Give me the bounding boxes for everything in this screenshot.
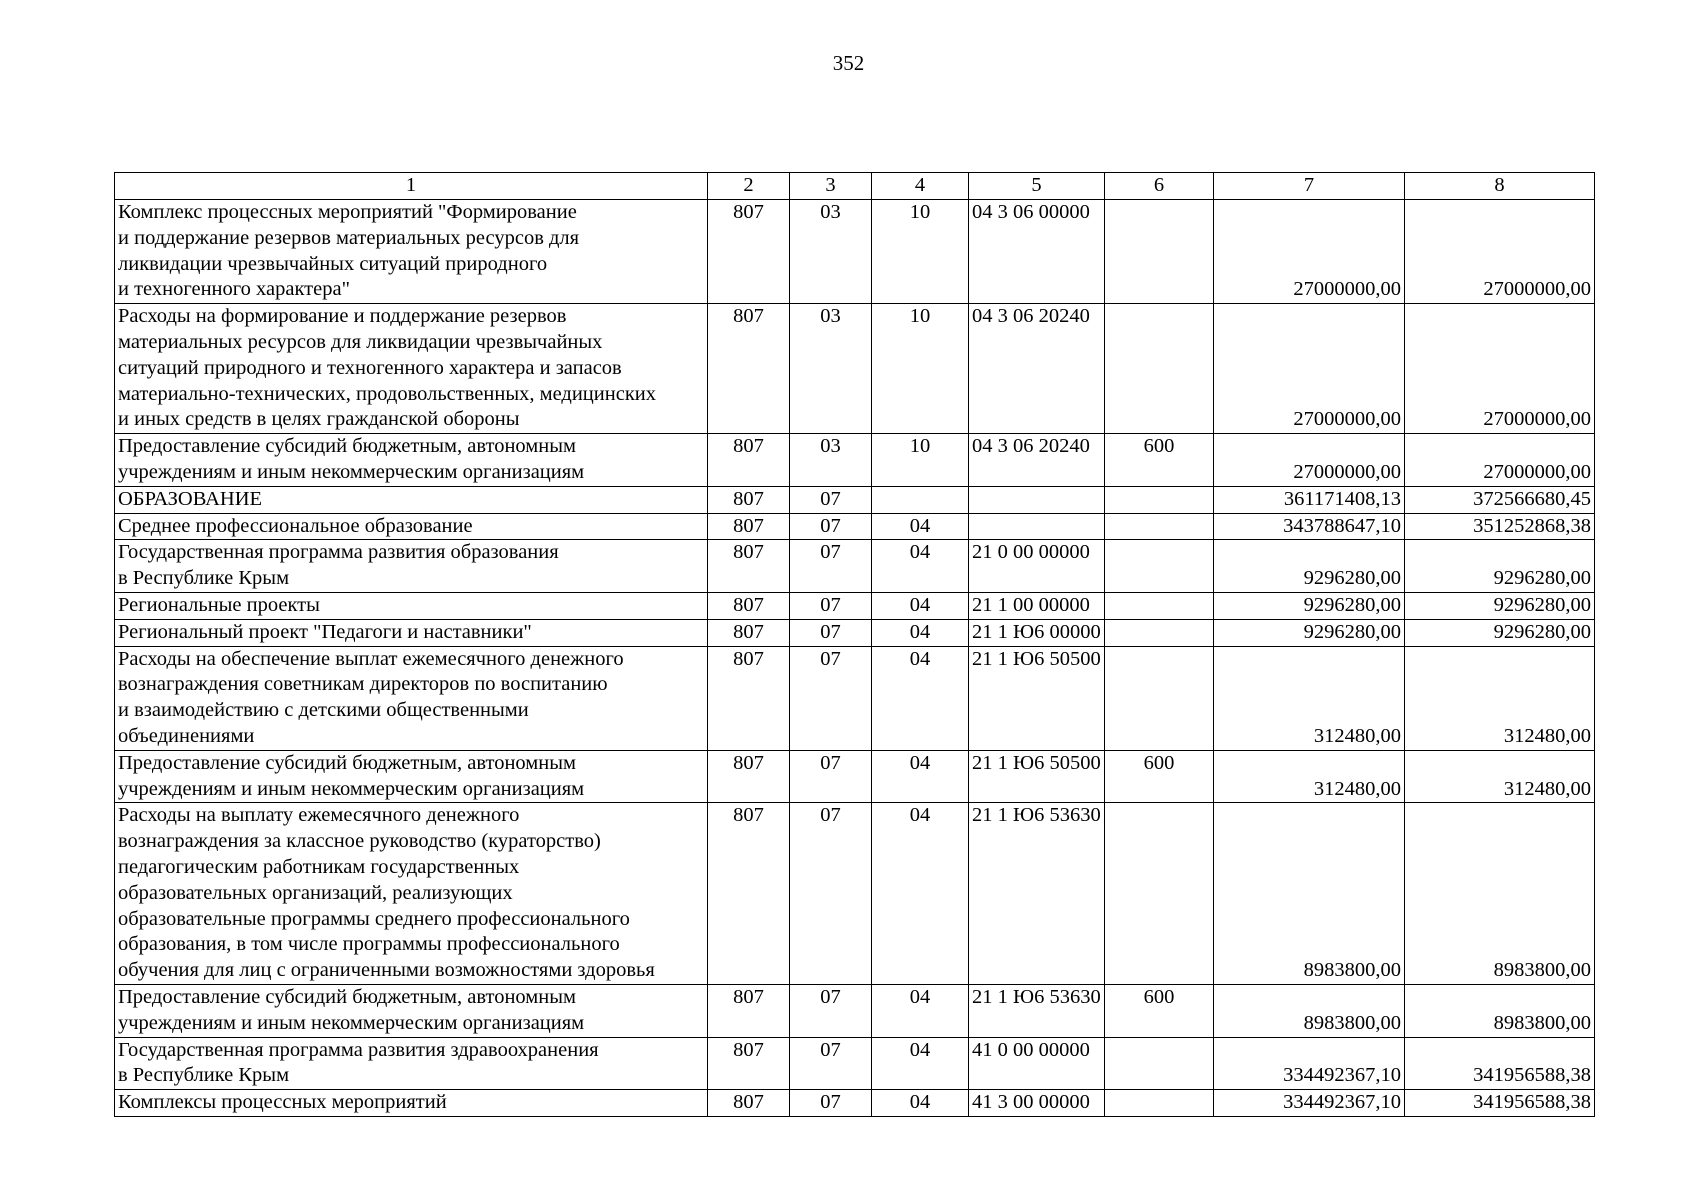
table-row [115, 1037, 1595, 1090]
ministry-code: 807 [708, 646, 790, 750]
budget-table [114, 172, 1595, 1117]
expense-type-code [1105, 486, 1214, 513]
target-article-code: 21 1 Ю6 53630 [969, 803, 1105, 985]
subsection-code: 04 [872, 619, 969, 646]
description-line: Региональные проекты [118, 593, 320, 616]
ministry-code: 807 [708, 592, 790, 619]
expense-type-code: 600 [1105, 434, 1214, 487]
section-code: 07 [790, 592, 872, 619]
subsection-code: 04 [872, 750, 969, 803]
row-description [115, 592, 708, 619]
amount-year-1: 334492367,10 [1214, 1090, 1405, 1117]
column-header: 8 [1405, 173, 1595, 200]
description-line: ликвидации чрезвычайных ситуаций природного [118, 252, 548, 275]
amount-year-2: 9296280,00 [1405, 540, 1595, 593]
table-row [115, 984, 1595, 1037]
amount-year-1: 27000000,00 [1214, 200, 1405, 304]
amount-year-2: 8983800,00 [1405, 803, 1595, 985]
description-line: Государственная программа развития образования [118, 541, 559, 564]
section-code: 07 [790, 540, 872, 593]
table-row [115, 803, 1595, 985]
description-line: в Республике Крым [118, 567, 290, 590]
description-line: Расходы на формирование и поддержание резервов [118, 305, 567, 328]
table-row [115, 486, 1595, 513]
target-article-code [969, 486, 1105, 513]
ministry-code: 807 [708, 304, 790, 434]
table-row [115, 646, 1595, 750]
amount-year-2: 8983800,00 [1405, 984, 1595, 1037]
subsection-code: 04 [872, 1037, 969, 1090]
column-header: 2 [708, 173, 790, 200]
column-header: 3 [790, 173, 872, 200]
description-line: учреждениям и иным некоммерческим организациям [118, 777, 585, 800]
ministry-code: 807 [708, 619, 790, 646]
description-line: образовательных организаций, реализующих [118, 881, 513, 904]
section-code: 07 [790, 513, 872, 540]
subsection-code: 04 [872, 592, 969, 619]
section-code: 07 [790, 486, 872, 513]
page-number: 352 [832, 51, 865, 75]
expense-type-code [1105, 304, 1214, 434]
subsection-code [872, 486, 969, 513]
row-description [115, 200, 708, 304]
description-line: обучения для лиц с ограниченными возможностями здоровья [118, 959, 655, 982]
amount-year-1: 9296280,00 [1214, 592, 1405, 619]
section-code: 03 [790, 434, 872, 487]
table-row [115, 592, 1595, 619]
target-article-code: 21 1 Ю6 53630 [969, 984, 1105, 1037]
section-code: 07 [790, 984, 872, 1037]
description-line: ОБРАЗОВАНИЕ [118, 487, 263, 510]
amount-year-2: 341956588,38 [1405, 1090, 1595, 1117]
expense-type-code [1105, 1090, 1214, 1117]
target-article-code: 21 1 Ю6 50500 [969, 646, 1105, 750]
row-description [115, 1090, 708, 1117]
column-header: 4 [872, 173, 969, 200]
row-description [115, 513, 708, 540]
description-line: вознаграждения за классное руководство (кураторство) [118, 830, 601, 853]
target-article-code: 41 3 00 00000 [969, 1090, 1105, 1117]
ministry-code: 807 [708, 1090, 790, 1117]
description-line: Региональный проект "Педагоги и наставники" [118, 620, 532, 643]
description-line: объединениями [118, 724, 255, 747]
description-line: ситуаций природного и техногенного характера и запасов [118, 356, 622, 379]
amount-year-2: 9296280,00 [1405, 592, 1595, 619]
expense-type-code [1105, 619, 1214, 646]
amount-year-2: 9296280,00 [1405, 619, 1595, 646]
ministry-code: 807 [708, 200, 790, 304]
ministry-code: 807 [708, 486, 790, 513]
expense-type-code [1105, 200, 1214, 304]
amount-year-2: 312480,00 [1405, 750, 1595, 803]
section-code: 07 [790, 803, 872, 985]
amount-year-1: 9296280,00 [1214, 540, 1405, 593]
description-line: и техногенного характера" [118, 278, 350, 301]
expense-type-code [1105, 803, 1214, 985]
amount-year-1: 312480,00 [1214, 750, 1405, 803]
table-row [115, 619, 1595, 646]
amount-year-2: 372566680,45 [1405, 486, 1595, 513]
expense-type-code [1105, 1037, 1214, 1090]
subsection-code: 04 [872, 513, 969, 540]
target-article-code: 04 3 06 20240 [969, 434, 1105, 487]
amount-year-1: 8983800,00 [1214, 803, 1405, 985]
description-line: Среднее профессиональное образование [118, 514, 473, 537]
row-description [115, 540, 708, 593]
expense-type-code [1105, 540, 1214, 593]
column-header: 6 [1105, 173, 1214, 200]
table-row [115, 1090, 1595, 1117]
amount-year-2: 27000000,00 [1405, 304, 1595, 434]
target-article-code: 04 3 06 00000 [969, 200, 1105, 304]
section-code: 03 [790, 304, 872, 434]
description-line: и иных средств в целях гражданской обороны [118, 408, 520, 431]
row-description [115, 750, 708, 803]
amount-year-1: 27000000,00 [1214, 434, 1405, 487]
table-body [115, 173, 1595, 1117]
description-line: и взаимодействию с детскими общественными [118, 699, 529, 722]
target-article-code: 21 1 Ю6 00000 [969, 619, 1105, 646]
target-article-code: 21 1 Ю6 50500 [969, 750, 1105, 803]
description-line: Государственная программа развития здравоохранения [118, 1038, 599, 1061]
subsection-code: 04 [872, 540, 969, 593]
ministry-code: 807 [708, 434, 790, 487]
table-row [115, 540, 1595, 593]
expense-type-code: 600 [1105, 750, 1214, 803]
expense-type-code [1105, 646, 1214, 750]
amount-year-1: 27000000,00 [1214, 304, 1405, 434]
target-article-code: 04 3 06 20240 [969, 304, 1105, 434]
row-description [115, 304, 708, 434]
column-header: 1 [115, 173, 708, 200]
target-article-code: 21 1 00 00000 [969, 592, 1105, 619]
ministry-code: 807 [708, 540, 790, 593]
section-code: 07 [790, 1090, 872, 1117]
description-line: педагогическим работникам государственных [118, 855, 520, 878]
subsection-code: 04 [872, 646, 969, 750]
description-line: материальных ресурсов для ликвидации чрезвычайных [118, 330, 603, 353]
description-line: Предоставление субсидий бюджетным, автономным [118, 435, 576, 458]
amount-year-1: 8983800,00 [1214, 984, 1405, 1037]
ministry-code: 807 [708, 513, 790, 540]
expense-type-code: 600 [1105, 984, 1214, 1037]
table-row [115, 750, 1595, 803]
description-line: образования, в том числе программы профессионального [118, 933, 620, 956]
expense-type-code [1105, 592, 1214, 619]
subsection-code: 10 [872, 200, 969, 304]
description-line: Расходы на выплату ежемесячного денежного [118, 804, 520, 827]
description-line: Комплекс процессных мероприятий "Формирование [118, 201, 577, 223]
description-line: вознаграждения советникам директоров по воспитанию [118, 673, 608, 696]
amount-year-1: 343788647,10 [1214, 513, 1405, 540]
subsection-code: 04 [872, 1090, 969, 1117]
ministry-code: 807 [708, 1037, 790, 1090]
section-code: 07 [790, 646, 872, 750]
ministry-code: 807 [708, 984, 790, 1037]
row-description [115, 434, 708, 487]
description-line: в Республике Крым [118, 1064, 290, 1087]
subsection-code: 10 [872, 304, 969, 434]
ministry-code: 807 [708, 803, 790, 985]
description-line: материально-технических, продовольственных, медицинских [118, 382, 656, 405]
table-row [115, 304, 1595, 434]
subsection-code: 04 [872, 803, 969, 985]
target-article-code: 21 0 00 00000 [969, 540, 1105, 593]
table-row [115, 513, 1595, 540]
amount-year-2: 312480,00 [1405, 646, 1595, 750]
amount-year-2: 27000000,00 [1405, 434, 1595, 487]
description-line: Предоставление субсидий бюджетным, автономным [118, 985, 576, 1008]
description-line: Предоставление субсидий бюджетным, автономным [118, 751, 576, 774]
description-line: Расходы на обеспечение выплат ежемесячного денежного [118, 647, 624, 670]
row-description [115, 803, 708, 985]
description-line: и поддержание резервов материальных ресурсов для [118, 226, 580, 249]
amount-year-2: 27000000,00 [1405, 200, 1595, 304]
table-row [115, 434, 1595, 487]
column-header: 7 [1214, 173, 1405, 200]
column-number-row [115, 173, 1595, 200]
row-description [115, 619, 708, 646]
amount-year-1: 334492367,10 [1214, 1037, 1405, 1090]
target-article-code: 41 0 00 00000 [969, 1037, 1105, 1090]
row-description [115, 486, 708, 513]
amount-year-1: 312480,00 [1214, 646, 1405, 750]
amount-year-2: 341956588,38 [1405, 1037, 1595, 1090]
ministry-code: 807 [708, 750, 790, 803]
section-code: 03 [790, 200, 872, 304]
description-line: учреждениям и иным некоммерческим организациям [118, 460, 585, 483]
description-line: Комплексы процессных мероприятий [118, 1091, 447, 1114]
column-header: 5 [969, 173, 1105, 200]
row-description [115, 984, 708, 1037]
row-description [115, 646, 708, 750]
section-code: 07 [790, 750, 872, 803]
target-article-code [969, 513, 1105, 540]
description-line: образовательные программы среднего профессионального [118, 907, 630, 930]
amount-year-1: 9296280,00 [1214, 619, 1405, 646]
expense-type-code [1105, 513, 1214, 540]
row-description [115, 1037, 708, 1090]
table-row [115, 200, 1595, 304]
section-code: 07 [790, 619, 872, 646]
section-code: 07 [790, 1037, 872, 1090]
amount-year-2: 351252868,38 [1405, 513, 1595, 540]
subsection-code: 04 [872, 984, 969, 1037]
description-line: учреждениям и иным некоммерческим организациям [118, 1011, 585, 1034]
subsection-code: 10 [872, 434, 969, 487]
amount-year-1: 361171408,13 [1214, 486, 1405, 513]
